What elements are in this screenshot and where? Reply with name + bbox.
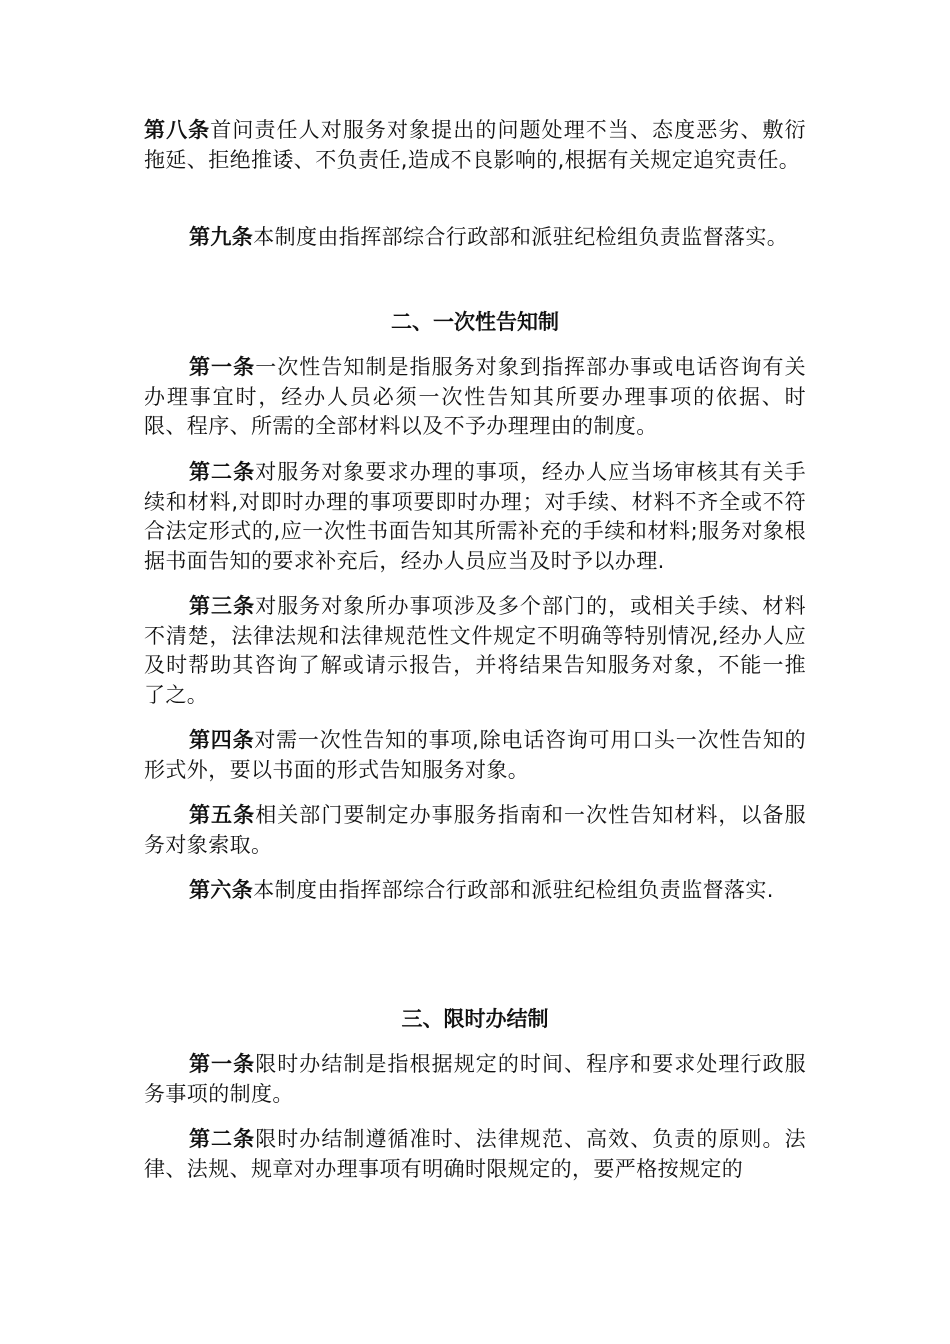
article-text: 一次性告知制是指服务对象到指挥部办事或电话咨询有关办理事宜时，经办人员必须一次性告知其所要办理事项的依据、时限、程序、所需的全部材料以及不予办理理由的制度。 bbox=[144, 355, 807, 438]
article-text: 对需一次性告知的事项,除电话咨询可用口头一次性告知的形式外，要以书面的形式告知服务对象。 bbox=[144, 728, 807, 782]
s2-article-6 bbox=[144, 876, 806, 906]
article-text: 限时办结制遵循准时、法律规范、高效、负责的原则。法律、法规、规章对办理事项有明确时限规定的，要严格按规定的 bbox=[144, 1127, 807, 1181]
article-label: 第四条 bbox=[189, 728, 255, 752]
article-label: 第二条 bbox=[189, 1127, 256, 1151]
article-8 bbox=[144, 116, 806, 175]
article-label: 第一条 bbox=[189, 1052, 256, 1076]
section-heading-2: 二、一次性告知制 bbox=[391, 310, 559, 334]
article-label: 第九条 bbox=[189, 225, 254, 249]
s3-article-2 bbox=[144, 1125, 806, 1184]
s2-article-3 bbox=[144, 592, 806, 710]
article-9 bbox=[144, 223, 806, 253]
article-label: 第二条 bbox=[189, 460, 256, 484]
s2-article-5 bbox=[144, 801, 806, 860]
article-label: 第八条 bbox=[144, 118, 211, 142]
article-text: 相关部门要制定办事服务指南和一次性告知材料，以备服务对象索取。 bbox=[144, 803, 807, 857]
article-text: 本制度由指挥部综合行政部和派驻纪检组负责监督落实. bbox=[253, 878, 774, 902]
article-text: 对服务对象要求办理的事项，经办人应当场审核其有关手续和材料,对即时办理的事项要即时办理；对手续、材料不齐全或不符合法定形式的,应一次性书面告知其所需补充的手续和材料;服务对象根据书面告知的要求补充后，经办人员应当及时予以办理. bbox=[144, 460, 807, 573]
article-label: 第六条 bbox=[189, 878, 254, 902]
s3-article-1 bbox=[144, 1050, 806, 1109]
article-label: 第一条 bbox=[189, 355, 256, 379]
article-text: 本制度由指挥部综合行政部和派驻纪检组负责监督落实。 bbox=[253, 225, 789, 249]
s2-article-4 bbox=[144, 726, 806, 785]
s2-article-1 bbox=[144, 353, 806, 442]
article-text: 首问责任人对服务对象提出的问题处理不当、态度恶劣、敷衍拖延、拒绝推诿、不负责任,造成不良影响的,根据有关规定追究责任。 bbox=[144, 118, 806, 172]
s2-article-2 bbox=[144, 458, 806, 576]
article-label: 第五条 bbox=[189, 803, 256, 827]
article-label: 第三条 bbox=[189, 594, 256, 618]
section-heading-3: 三、限时办结制 bbox=[401, 1007, 549, 1031]
article-text: 限时办结制是指根据规定的时间、程序和要求处理行政服务事项的制度。 bbox=[144, 1052, 807, 1106]
article-text: 对服务对象所办事项涉及多个部门的，或相关手续、材料不清楚，法律法规和法律规范性文件规定不明确等特别情况,经办人应及时帮助其咨询了解或请示报告，并将结果告知服务对象，不能一推了之。 bbox=[144, 594, 807, 707]
